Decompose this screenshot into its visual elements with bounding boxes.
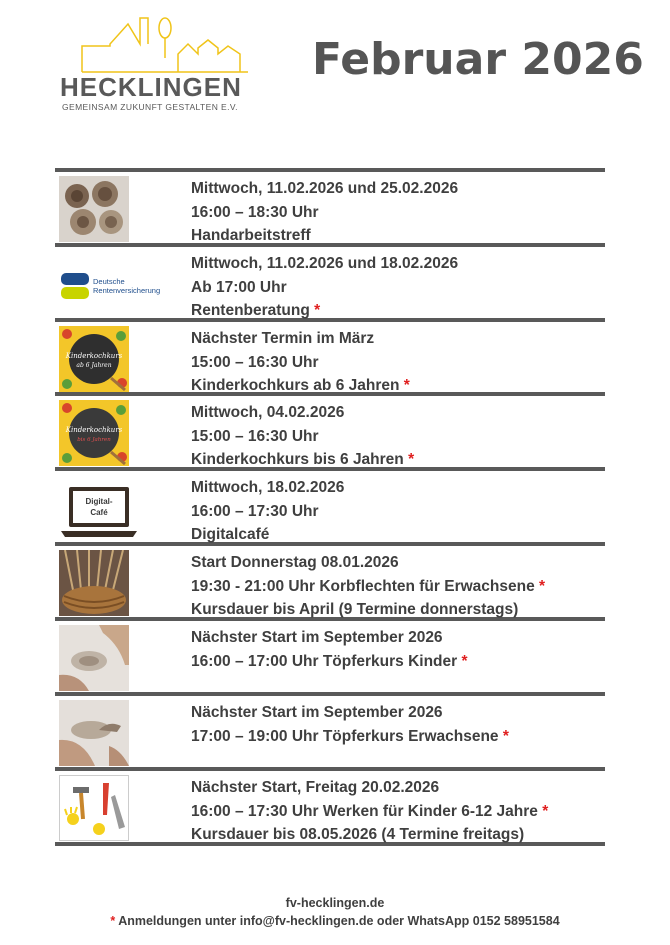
logo: [60, 14, 250, 112]
event-title: Handarbeitstreff: [191, 227, 311, 244]
event-time: 15:00 – 16:30 Uhr: [191, 427, 319, 445]
event-row: [55, 771, 605, 846]
event-row: [55, 396, 605, 471]
laptop-screen-text-1: Digital-: [85, 497, 113, 506]
event-row: [55, 546, 605, 621]
event-time: 16:00 – 18:30 Uhr: [191, 203, 319, 221]
registration-star: *: [539, 577, 546, 595]
pottery-image: [59, 625, 129, 691]
event-row: [55, 696, 605, 771]
event-date: Mittwoch, 11.02.2026 und 18.02.2026: [191, 255, 459, 272]
logo-tagline: GEMEINSAM ZUKUNFT GESTALTEN E.V.: [62, 102, 238, 112]
page-title: Februar 2026: [312, 34, 644, 85]
event-time: 17:00 – 19:00 Uhr Töpferkurs Erwachsene *: [191, 727, 509, 745]
registration-star: *: [502, 727, 509, 745]
event-row: [55, 322, 605, 396]
event-date: Mittwoch, 04.02.2026: [191, 404, 345, 421]
event-list: [55, 168, 605, 846]
event-row: [55, 471, 605, 546]
event-date: Start Donnerstag 08.01.2026: [191, 554, 399, 571]
tools-handprints-image: [59, 775, 129, 841]
registration-star: *: [461, 652, 468, 670]
footer-registration: [0, 914, 670, 928]
event-date: Nächster Start im September 2026: [191, 629, 443, 646]
drv-logo-text-1: Deutsche: [93, 277, 125, 286]
event-row: [55, 621, 605, 696]
town-skyline-icon: [80, 14, 250, 74]
svg-text:ab 6 Jahren: ab 6 Jahren: [76, 362, 112, 369]
event-date: Nächster Termin im März: [191, 330, 375, 347]
basket-weaving-image: [59, 550, 129, 616]
laptop-screen-text-2: Café: [90, 508, 108, 517]
event-details: Kursdauer bis 08.05.2026 (4 Termine freitags): [191, 826, 525, 843]
event-time: 16:00 – 17:00 Uhr Töpferkurs Kinder *: [191, 652, 468, 670]
logo-name: HECKLINGEN: [60, 72, 242, 102]
event-date: Mittwoch, 18.02.2026: [191, 479, 345, 496]
laptop-icon: [59, 475, 139, 541]
event-row: [55, 172, 605, 247]
event-row: [55, 247, 605, 322]
event-time: 19:30 - 21:00 Uhr Korbflechten für Erwachsene *: [191, 577, 546, 595]
registration-star: *: [110, 914, 116, 928]
drv-logo-text-2: Rentenversicherung: [93, 286, 161, 295]
event-date: Nächster Start im September 2026: [191, 704, 443, 721]
pottery-image: [59, 700, 129, 766]
event-details: Kursdauer bis April (9 Termine donnerstags): [191, 601, 519, 618]
event-time: 16:00 – 17:30 Uhr Werken für Kinder 6-12 Jahre *: [191, 802, 549, 820]
event-date: Nächster Start, Freitag 20.02.2026: [191, 779, 440, 796]
registration-star: *: [408, 451, 415, 468]
registration-star: *: [314, 302, 321, 319]
event-title: Kinderkochkurs bis 6 Jahren *: [191, 451, 415, 468]
crochet-baskets-image: [59, 176, 129, 242]
svg-text:Kinderkochkurs: Kinderkochkurs: [65, 426, 123, 434]
event-title: Kinderkochkurs ab 6 Jahren *: [191, 377, 410, 394]
event-time: 15:00 – 16:30 Uhr: [191, 353, 319, 371]
kinderkochkurs-poster: [59, 326, 129, 392]
registration-star: *: [403, 377, 410, 394]
svg-text:bis 6 Jahren: bis 6 Jahren: [77, 437, 111, 443]
event-date: Mittwoch, 11.02.2026 und 25.02.2026: [191, 180, 459, 197]
event-time: Ab 17:00 Uhr: [191, 278, 287, 296]
deutsche-rentenversicherung-logo: [59, 251, 179, 317]
registration-text: Anmeldungen unter info@fv-hecklingen.de oder WhatsApp 0152 58951584: [118, 914, 560, 928]
kinderkochkurs-poster: [59, 400, 129, 466]
event-title: Digitalcafé: [191, 526, 270, 543]
registration-star: *: [542, 802, 549, 820]
poster-text: Kinderkochkurs: [65, 352, 123, 360]
event-title: Rentenberatung *: [191, 302, 321, 319]
event-time: 16:00 – 17:30 Uhr: [191, 502, 319, 520]
footer-website: fv-hecklingen.de: [285, 896, 385, 910]
